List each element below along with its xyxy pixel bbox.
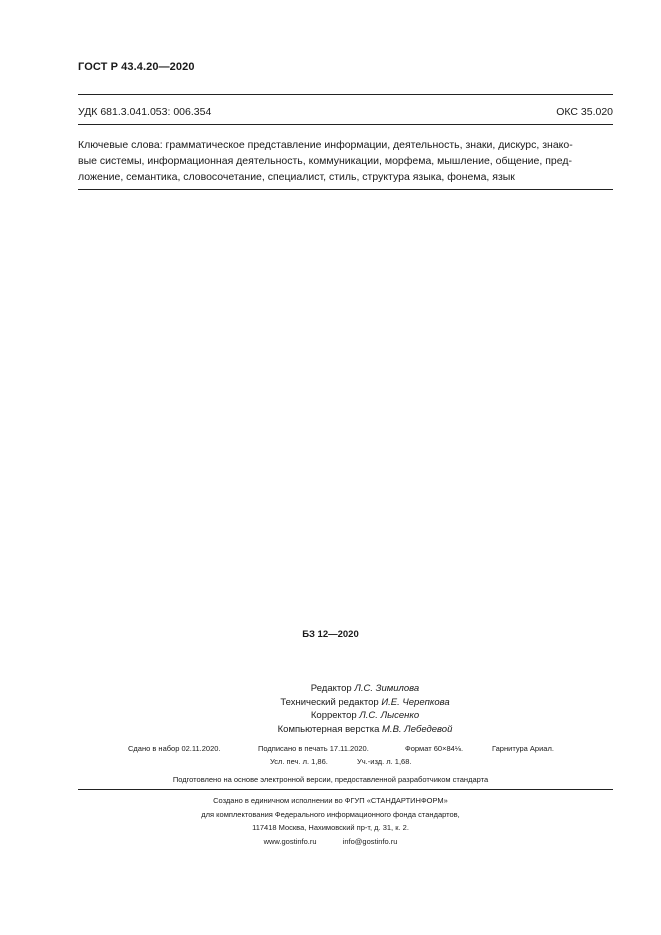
credit-label: Технический редактор	[280, 696, 379, 708]
document-code: ГОСТ Р 43.4.20—2020	[78, 61, 195, 73]
keywords-line: Ключевые слова: грамматическое представление информации, деятельность, знаки, дискурс, знако-	[78, 139, 573, 151]
email-link[interactable]: info@gostinfo.ru	[342, 836, 398, 846]
credit-editor	[200, 682, 530, 696]
credit-name: Л.С. Зимилова	[354, 683, 420, 694]
bz-number: БЗ 12—2020	[302, 629, 359, 640]
keywords-block	[78, 137, 613, 185]
divider-top	[78, 94, 613, 95]
print-sheets: Усл. печ. л. 1,86.	[270, 757, 328, 766]
print-font: Гарнитура Ариал.	[492, 744, 554, 753]
footer-line: для комплектования Федерального информационного фонда стандартов,	[201, 809, 460, 819]
oks-code: ОКС 35.020	[556, 106, 613, 118]
print-submitted: Сдано в набор 02.11.2020.	[128, 744, 221, 753]
divider-footer	[78, 789, 613, 790]
footer-contacts	[0, 835, 661, 849]
footer-line: 117418 Москва, Нахимовский пр-т, д. 31, к. 2.	[252, 823, 409, 832]
credit-name: Л.С. Лысенко	[359, 710, 420, 721]
divider-udk	[78, 124, 613, 125]
credit-corrector	[200, 709, 530, 723]
credit-label: Корректор	[310, 710, 357, 721]
credit-tech-editor	[200, 696, 530, 710]
credit-layout	[200, 723, 530, 737]
print-signed: Подписано в печать 17.11.2020.	[258, 744, 369, 753]
website-link[interactable]: www.gostinfo.ru	[263, 836, 317, 846]
edition-sheets: Уч.-изд. л. 1,68.	[357, 757, 412, 766]
credits-block	[200, 682, 530, 736]
keywords-line: вые системы, информационная деятельность, коммуникации, морфема, мышление, общение, пред-	[78, 155, 572, 167]
prepared-note: Подготовлено на основе электронной версии, предоставленной разработчиком стандарта	[172, 775, 489, 784]
publisher-footer	[0, 794, 661, 848]
divider-keywords	[78, 189, 613, 190]
credit-label: Компьютерная верстка	[277, 723, 380, 735]
credit-label: Редактор	[310, 683, 352, 694]
credit-name: И.Е. Черепкова	[381, 696, 450, 708]
keywords-line: ложение, семантика, словосочетание, специалист, стиль, структура языка, фонема, язык	[78, 171, 515, 183]
footer-line: Создано в единичном исполнении во ФГУП «СТАНДАРТИНФОРМ»	[213, 796, 448, 805]
print-format: Формат 60×84⅛.	[405, 744, 464, 753]
credit-name: М.В. Лебедевой	[382, 723, 453, 735]
udk-code: УДК 681.3.041.053: 006.354	[78, 106, 212, 118]
